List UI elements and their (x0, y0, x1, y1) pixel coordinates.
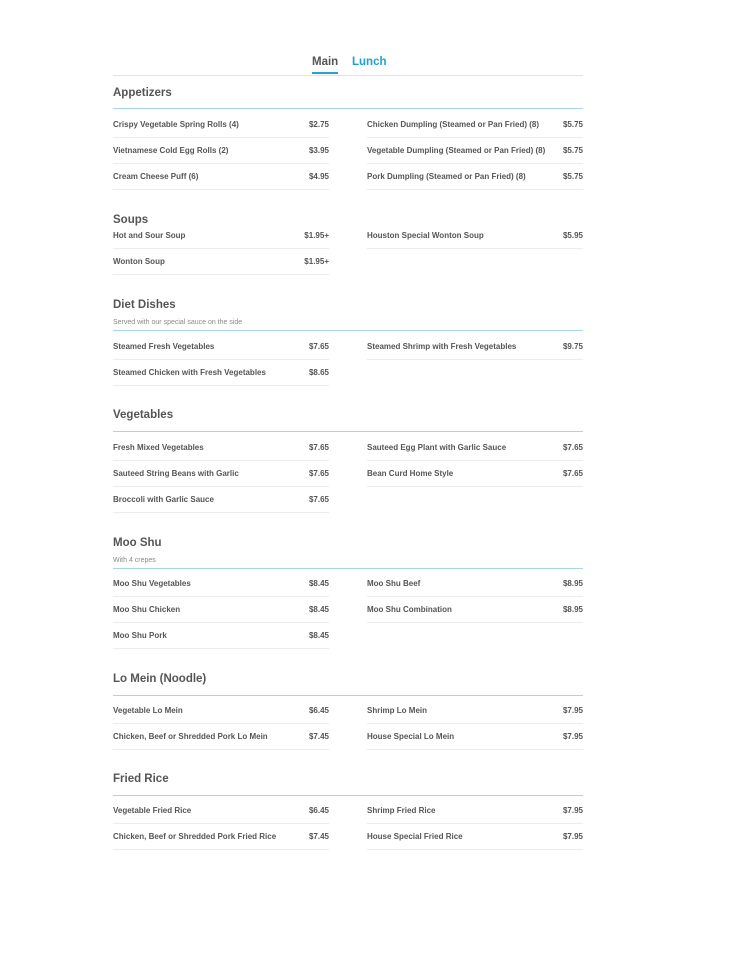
menu-item[interactable] (113, 486, 329, 513)
item-price: $1.95+ (304, 257, 329, 266)
item-price: $6.45 (308, 806, 329, 815)
section-divider (113, 431, 583, 432)
item-name: Moo Shu Vegetables (113, 579, 191, 588)
menu-item[interactable] (113, 137, 329, 164)
item-name: Shrimp Lo Mein (367, 706, 427, 715)
item-name: Moo Shu Beef (367, 579, 421, 588)
item-name: Chicken, Beef or Shredded Pork Lo Mein (113, 732, 268, 741)
menu-item[interactable] (367, 570, 583, 597)
section-divider (113, 108, 583, 109)
menu-item[interactable] (367, 163, 583, 190)
item-price: $7.65 (562, 443, 583, 452)
menu-item[interactable] (113, 723, 329, 750)
section-title: Appetizers (113, 87, 172, 99)
item-name: Sauteed Egg Plant with Garlic Sauce (367, 443, 507, 452)
item-name: Pork Dumpling (Steamed or Pan Fried) (8) (367, 172, 526, 181)
item-name: Houston Special Wonton Soup (367, 231, 484, 240)
menu-item[interactable] (113, 163, 329, 190)
item-price: $8.65 (308, 368, 329, 377)
menu-item[interactable] (367, 596, 583, 623)
menu-item[interactable] (367, 222, 583, 249)
item-price: $5.75 (562, 172, 583, 181)
section-title: Vegetables (113, 409, 174, 421)
section-divider (113, 795, 583, 796)
item-price: $8.95 (562, 579, 583, 588)
item-price: $7.95 (562, 706, 583, 715)
section-title: Fried Rice (113, 773, 169, 785)
item-price: $7.65 (308, 469, 329, 478)
menu-item[interactable] (367, 823, 583, 850)
item-price: $2.75 (308, 120, 329, 129)
menu-tabs (113, 54, 583, 76)
menu-item[interactable] (367, 434, 583, 461)
section-divider (113, 568, 583, 569)
menu-item[interactable] (367, 460, 583, 487)
item-price: $7.65 (308, 443, 329, 452)
item-name: Vegetable Fried Rice (113, 806, 192, 815)
section-subtitle: Served with our special sauce on the side (113, 319, 243, 326)
item-price: $7.65 (562, 469, 583, 478)
item-price: $1.95+ (304, 231, 329, 240)
section-divider (113, 330, 583, 331)
item-price: $3.95 (308, 146, 329, 155)
section-title: Soups (113, 214, 149, 226)
section-subtitle: With 4 crepes (113, 557, 156, 564)
item-price: $8.95 (562, 605, 583, 614)
item-name: Chicken Dumpling (Steamed or Pan Fried) (8) (367, 120, 540, 129)
item-price: $9.75 (562, 342, 583, 351)
item-name: Steamed Fresh Vegetables (113, 342, 215, 351)
item-name: Hot and Sour Soup (113, 231, 186, 240)
tab-lunch[interactable]: Lunch (352, 56, 387, 68)
section-title: Lo Mein (Noodle) (113, 673, 207, 685)
menu-item[interactable] (113, 797, 329, 824)
item-name: Moo Shu Pork (113, 631, 167, 640)
item-name: Vietnamese Cold Egg Rolls (2) (113, 146, 229, 155)
item-name: Steamed Shrimp with Fresh Vegetables (367, 342, 517, 351)
menu-item[interactable] (113, 248, 329, 275)
menu-item[interactable] (113, 111, 329, 138)
item-name: Crispy Vegetable Spring Rolls (4) (113, 120, 239, 129)
item-price: $7.45 (308, 732, 329, 741)
item-price: $4.95 (308, 172, 329, 181)
item-name: Cream Cheese Puff (6) (113, 172, 199, 181)
item-name: Fresh Mixed Vegetables (113, 443, 204, 452)
item-price: $6.45 (308, 706, 329, 715)
menu-item[interactable] (113, 596, 329, 623)
item-price: $7.45 (308, 832, 329, 841)
item-price: $5.75 (562, 120, 583, 129)
menu-item[interactable] (367, 137, 583, 164)
section-title: Diet Dishes (113, 299, 176, 311)
item-name: Broccoli with Garlic Sauce (113, 495, 214, 504)
item-name: Sauteed String Beans with Garlic (113, 469, 239, 478)
item-name: Wonton Soup (113, 257, 165, 266)
item-price: $5.75 (562, 146, 583, 155)
item-price: $8.45 (308, 579, 329, 588)
menu-item[interactable] (113, 697, 329, 724)
section-title: Moo Shu (113, 537, 162, 549)
menu-item[interactable] (367, 797, 583, 824)
menu-item[interactable] (367, 697, 583, 724)
item-name: Vegetable Dumpling (Steamed or Pan Fried) (8) (367, 146, 546, 155)
item-name: Shrimp Fried Rice (367, 806, 436, 815)
item-price: $8.45 (308, 605, 329, 614)
item-name: House Special Fried Rice (367, 832, 463, 841)
menu-item[interactable] (113, 570, 329, 597)
item-name: House Special Lo Mein (367, 732, 455, 741)
menu-item[interactable] (113, 434, 329, 461)
item-price: $7.95 (562, 732, 583, 741)
item-name: Chicken, Beef or Shredded Pork Fried Rice (113, 832, 277, 841)
item-name: Steamed Chicken with Fresh Vegetables (113, 368, 266, 377)
item-price: $7.65 (308, 495, 329, 504)
menu-item[interactable] (113, 359, 329, 386)
menu-item[interactable] (113, 333, 329, 360)
section-divider (113, 695, 583, 696)
item-price: $8.45 (308, 631, 329, 640)
menu-item[interactable] (113, 823, 329, 850)
menu-item[interactable] (113, 622, 329, 649)
menu-item[interactable] (367, 723, 583, 750)
item-price: $7.95 (562, 806, 583, 815)
item-name: Moo Shu Combination (367, 605, 452, 614)
item-price: $5.95 (562, 231, 583, 240)
menu-item[interactable] (367, 333, 583, 360)
item-name: Moo Shu Chicken (113, 605, 181, 614)
item-price: $7.65 (308, 342, 329, 351)
item-name: Bean Curd Home Style (367, 469, 454, 478)
menu-item[interactable] (367, 111, 583, 138)
item-name: Vegetable Lo Mein (113, 706, 183, 715)
menu-item[interactable] (113, 222, 329, 249)
menu-item[interactable] (113, 460, 329, 487)
tab-main[interactable]: Main (312, 56, 339, 68)
item-price: $7.95 (562, 832, 583, 841)
